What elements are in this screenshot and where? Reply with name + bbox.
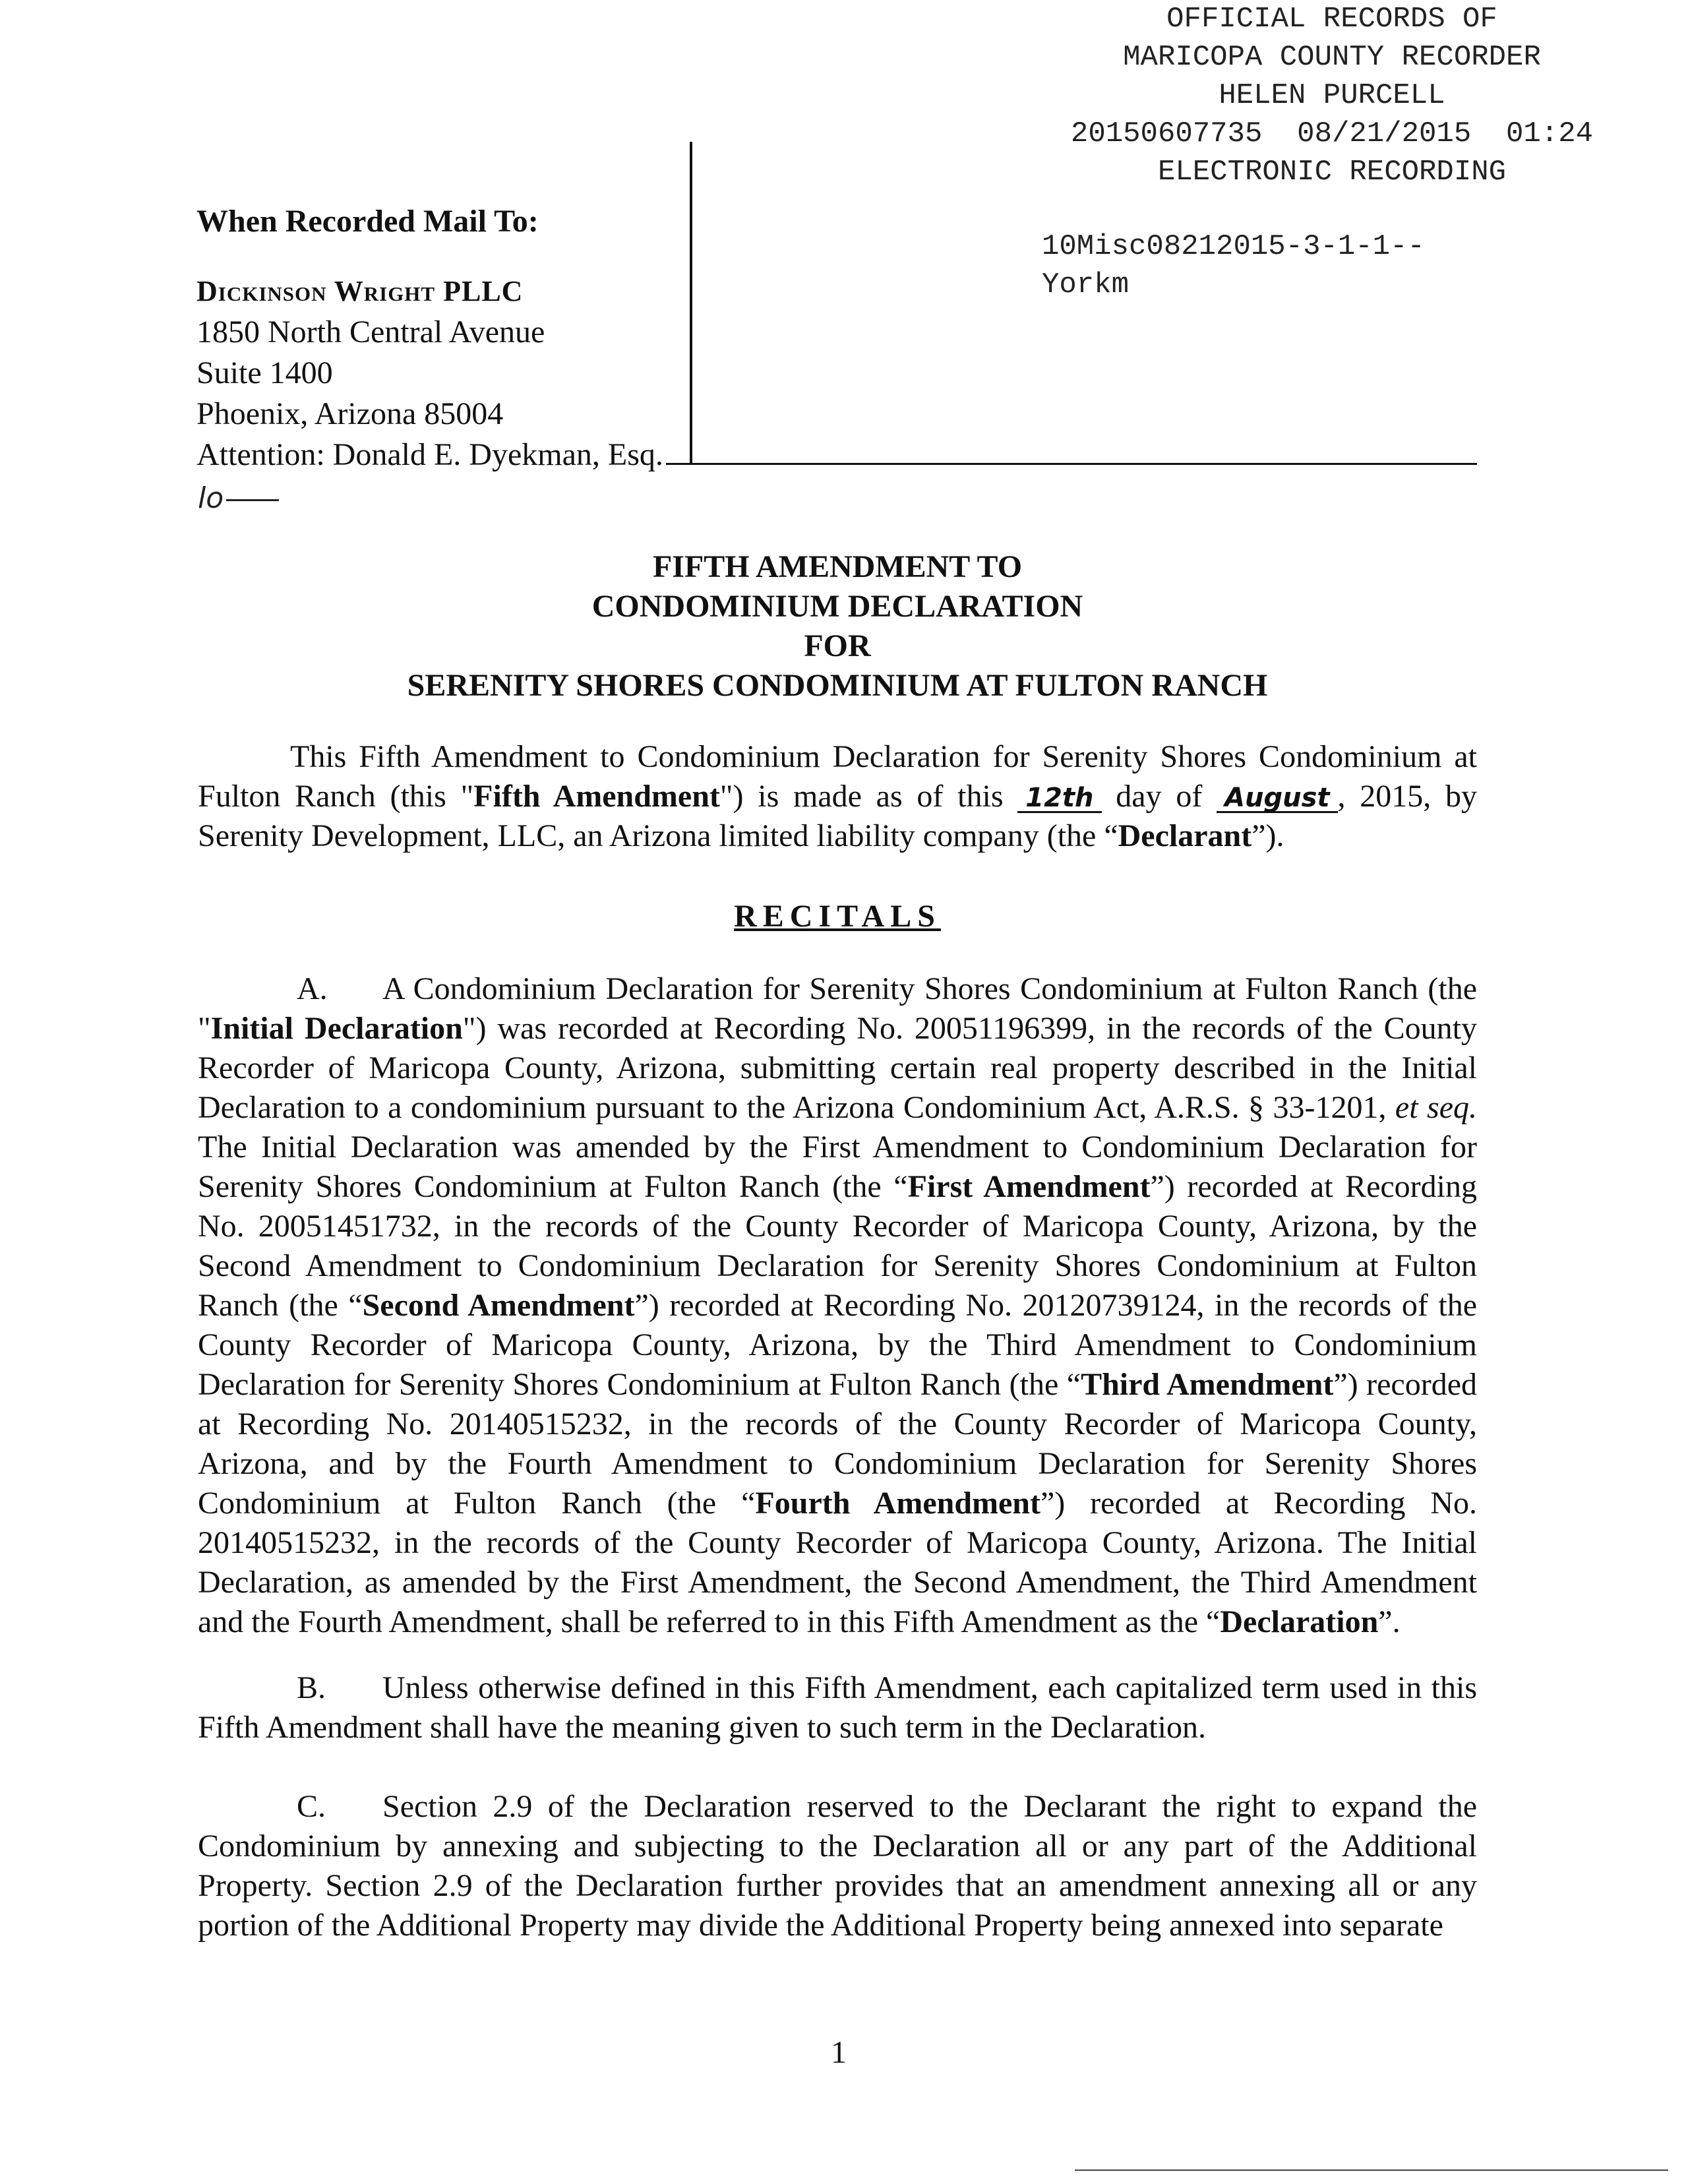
intro-text-1: This Fifth Amendment to Condominium Declaration for Serenity Shores Condominium at Fulton Ranch (this " xyxy=(198,739,1477,814)
handwritten-mark xyxy=(198,481,279,515)
recital-a-text: A Condominium Declaration for Serenity Shores Condominium at Fulton Ranch (the " xyxy=(198,971,1477,1046)
recital-a-bold: Initial Declaration xyxy=(210,1011,463,1046)
document-code xyxy=(1042,228,1425,304)
intro-text-2: ") is made as of this xyxy=(719,779,1004,814)
recital-c-letter: C. xyxy=(297,1789,326,1824)
intro-text-4: , 2015, by Serenity Development, LLC, an Arizona limited liability company (the “ xyxy=(198,779,1478,853)
recital-a xyxy=(198,969,1477,1642)
intro-bold-1: Fifth Amendment xyxy=(473,779,720,814)
recital-b-letter: B. xyxy=(297,1670,326,1705)
recital-a-bold: First Amendment xyxy=(907,1169,1151,1204)
recital-c xyxy=(198,1787,1477,1945)
footer-rule xyxy=(1075,2169,1668,2171)
intro-text-5: ”). xyxy=(1251,818,1284,853)
intro-bold-2: Declarant xyxy=(1118,818,1252,853)
recital-a-text: ") was recorded at Recording No. 20051196399, in the records of the County Recorder of Maricopa County, Arizona, submitting certain real property described in the Initial Declaration to a condominium pursuant to the Arizona Condominium Act, A.R.S. § 33-1201, xyxy=(198,1011,1477,1125)
address-line-2: Suite 1400 xyxy=(196,355,333,390)
document-code-line-1: 10Misc08212015-3-1-1-- xyxy=(1042,230,1425,263)
recital-b xyxy=(198,1668,1477,1747)
handwritten-month: August xyxy=(1217,785,1337,813)
recital-a-italic: et seq. xyxy=(1395,1090,1477,1125)
recital-a-text: The Initial Declaration was amended by the First Amendment to Condominium Declaration for Serenity Shores Condominium at Fulton Ranch (the “ xyxy=(198,1130,1477,1204)
recital-a-text: ”) recorded at Recording No. 20140515232, in the records of the County Recorder of Maricopa County, Arizona, and by the Fourth Amendment to Condominium Declaration for Serenity Shores Condominium at Fulton Ranch (the “ xyxy=(198,1367,1478,1521)
recorder-stamp xyxy=(1015,0,1648,191)
page-number: 1 xyxy=(831,2035,847,2070)
recorder-line: 20150607735 08/21/2015 01:24 xyxy=(1070,117,1594,150)
attention-line: Attention: Donald E. Dyekman, Esq. xyxy=(196,437,663,472)
recital-c-text: Section 2.9 of the Declaration reserved to the Declarant the right to expand the Condominium by annexing and subjecting to the Declaration all or any part of the Additional Property. Section 2.9 of the Declaration further provides that an amendment annexing all or any portion of the Additional Property may divide the Additional Property being annexed into separate xyxy=(198,1789,1477,1943)
recitals-heading: RECITALS xyxy=(734,899,941,934)
recital-a-bold: Fourth Amendment xyxy=(755,1486,1040,1521)
title-line-3: FOR xyxy=(804,628,871,663)
firm-name: Dickinson Wright PLLC xyxy=(196,275,524,307)
intro-paragraph xyxy=(198,737,1477,856)
recorder-line: ELECTRONIC RECORDING xyxy=(1157,156,1507,189)
handwritten-mark-text: lo xyxy=(198,481,224,515)
title-line-2: CONDOMINIUM DECLARATION xyxy=(591,589,1083,624)
recital-a-bold: Second Amendment xyxy=(362,1288,635,1323)
intro-text-3: day of xyxy=(1116,779,1203,814)
mail-to-block xyxy=(196,201,663,475)
address-line-1: 1850 North Central Avenue xyxy=(196,315,545,349)
recorder-line: HELEN PURCELL xyxy=(1219,79,1445,112)
recital-a-text: ”) recorded at Recording No. 20120739124, in the records of the County Recorder of Maricopa County, Arizona, by the Third Amendment to Condominium Declaration for Serenity Shores Condominium at Fulton Ranch (the “ xyxy=(198,1288,1478,1402)
recital-a-bold: Declaration xyxy=(1220,1604,1379,1639)
address-city: Phoenix, Arizona 85004 xyxy=(196,396,504,431)
recital-a-bold: Third Amendment xyxy=(1081,1367,1334,1402)
title-line-1: FIFTH AMENDMENT TO xyxy=(652,549,1023,584)
recital-b-text: Unless otherwise defined in this Fifth Amendment, each capitalized term used in this Fifth Amendment shall have the meaning given to such term in the Declaration. xyxy=(198,1670,1477,1745)
document-title xyxy=(198,547,1477,706)
recital-a-text: ”. xyxy=(1378,1604,1401,1639)
vertical-divider xyxy=(690,142,692,465)
recorder-line: OFFICIAL RECORDS OF xyxy=(1166,3,1497,36)
title-line-4: SERENITY SHORES CONDOMINIUM AT FULTON RANCH xyxy=(407,668,1268,703)
horizontal-divider xyxy=(666,463,1477,465)
recital-a-text: ”) recorded at Recording No. 20051451732, in the records of the County Recorder of Maricopa County, Arizona, by the Second Amendment to Condominium Declaration for Serenity Shores Condominium at Fulton Ranch (the “ xyxy=(198,1169,1478,1323)
document-code-line-2: Yorkm xyxy=(1042,268,1130,301)
recital-a-text: ”) recorded at Recording No. 20140515232, in the records of the County Recorder of Maricopa County, Arizona. The Initial Declaration, as amended by the First Amendment, the Second Amendment, the Third Amendment and the Fourth Amendment, shall be referred to in this Fifth Amendment as the “ xyxy=(198,1486,1477,1639)
recital-a-letter: A. xyxy=(297,971,328,1006)
mail-to-label: When Recorded Mail To: xyxy=(196,204,539,239)
recorder-line: MARICOPA COUNTY RECORDER xyxy=(1123,41,1541,74)
handwritten-stroke xyxy=(226,499,279,501)
handwritten-day: 12th xyxy=(1017,785,1101,813)
